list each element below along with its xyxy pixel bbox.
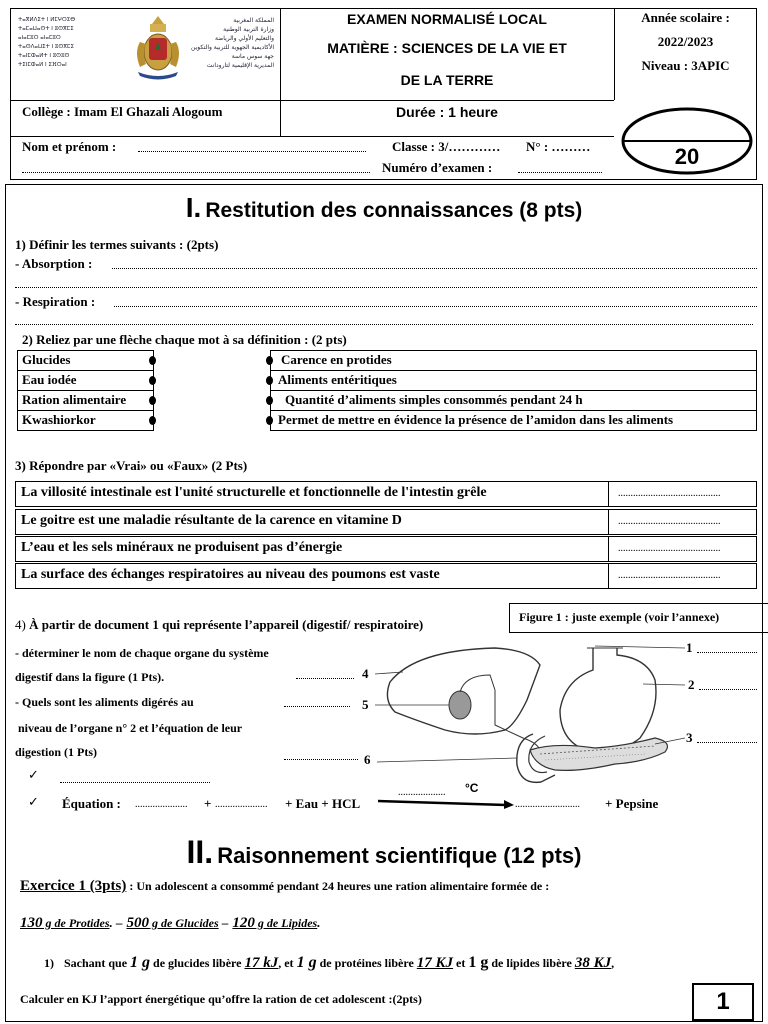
q4-task1-line2: digestif dans la figure (1 Pts).	[15, 670, 165, 684]
figure-number-1: 1	[686, 640, 693, 655]
match-left-4: Kwashiorkor	[17, 410, 154, 431]
respiration-answer-line-2[interactable]	[15, 324, 753, 325]
ministry-logo	[18, 12, 274, 94]
match-right-2: Aliments entéritiques	[270, 370, 757, 391]
q4-task2-line3: digestion (1 Pts)	[15, 745, 97, 759]
true-false-row-3	[15, 536, 757, 562]
statement-3: L’eau et les sels minéraux ne produisent pas d’énergie	[21, 540, 343, 555]
q1-title: 1) Définir les termes suivants : (2pts)	[15, 237, 219, 252]
section-1-heading: Restitution des connaissances (8 pts)	[205, 199, 583, 222]
absorption-answer-line[interactable]	[112, 268, 757, 269]
match-dot-left-4[interactable]	[149, 416, 156, 425]
match-dot-left-1[interactable]	[149, 356, 156, 365]
organ-2-answer[interactable]	[699, 689, 757, 690]
term-respiration: - Respiration :	[15, 294, 96, 309]
section-1-roman: I.	[185, 192, 202, 223]
exercise-1-question-1-ask: Calculer en KJ l’apport énergétique qu’offre la ration de cet adolescent :(2pts)	[20, 992, 422, 1006]
match-dot-right-4[interactable]	[266, 416, 273, 425]
college-name: Collège : Imam El Ghazali Alogoum	[22, 104, 223, 119]
exam-number-label: Numéro d’examen :	[382, 160, 493, 175]
statement-1: La villosité intestinale est l'unité structurelle et fonctionnelle de l'intestin grêle	[21, 485, 487, 500]
temperature-blank[interactable]: ...................	[398, 787, 446, 798]
q2-title: 2) Reliez par une flèche chaque mot à sa définition : (2 pts)	[22, 332, 347, 347]
answer-blank-4[interactable]: .........................................	[618, 570, 721, 581]
score-total: 20	[674, 144, 700, 169]
level: Niveau : 3APIC	[641, 58, 730, 73]
match-left-3: Ration alimentaire	[17, 390, 154, 411]
true-false-row-4	[15, 563, 757, 589]
match-right-3: Quantité d’aliments simples consommés pendant 24 h	[270, 390, 757, 411]
statement-4: La surface des échanges respiratoires au niveau des poumons est vaste	[21, 567, 440, 582]
match-dot-left-2[interactable]	[149, 376, 156, 385]
organ-5-answer[interactable]	[284, 706, 350, 707]
student-name-field-2[interactable]	[22, 172, 370, 173]
page-number: 1	[716, 988, 730, 1015]
match-dot-right-3[interactable]	[266, 396, 273, 405]
check-icon: ✓	[28, 768, 39, 783]
figure-number-3: 3	[686, 730, 693, 745]
exercise-1-label: Exercice 1 (3pts)	[20, 878, 127, 894]
logo-tifinagh-text: ⵜⴰⴳⵍⴷⵉⵜ ⵏ ⵍⵎⵖⵔⵉⴱ ⵜⴰⵎⴰⵡⴰⵙⵜ ⵏ ⵓⵙⴳⵎⵉ ⴰⵏⴰⵎⵓⵔ ⴰⵏⴰⵎⵓⵔ ⵜⴰⵙⴷⴰⵡⵉⵜ ⵏ ⵓⵙⴳⵎⵉ ⵜⴰⵏⵎⵀⴰⵍⵜ ⵏ ⵓⵙⵓⵙ ⵜⵉⵏⵎⵀⴰⵍ ⵏ ⵉⴼⵔⴰⵏ	[18, 17, 76, 68]
figure-number-4: 4	[362, 666, 369, 681]
section-2-heading: Raisonnement scientifique (12 pts)	[217, 843, 582, 868]
organ-6-answer[interactable]	[284, 759, 358, 760]
digestive-system-figure	[355, 630, 705, 790]
temperature-unit: °C	[465, 781, 479, 795]
exam-duration: Durée : 1 heure	[396, 104, 498, 120]
answer-blank-1[interactable]: .........................................	[618, 488, 721, 499]
section-1-title	[0, 192, 768, 224]
match-dot-left-3[interactable]	[149, 396, 156, 405]
figure-number-5: 5	[362, 697, 369, 712]
exercise-1-intro	[20, 877, 549, 895]
organ-4-answer[interactable]	[296, 678, 354, 679]
match-left-1: Glucides	[17, 350, 154, 371]
subject-line-1: MATIÈRE : SCIENCES DE LA VIE ET	[327, 40, 567, 56]
match-right-1: Carence en protides	[270, 350, 757, 371]
section-2-roman: II.	[186, 834, 214, 870]
product-blank[interactable]: ..........................	[515, 799, 580, 810]
equation-blank-1[interactable]: .....................	[135, 799, 188, 810]
exam-title: EXAMEN NORMALISÉ LOCAL	[347, 11, 547, 27]
term-absorption: - Absorption :	[15, 256, 93, 271]
figure-caption: Figure 1 : juste exemple (voir l’annexe)	[519, 610, 720, 624]
section-2-title	[0, 834, 768, 871]
absorption-answer-line-2[interactable]	[15, 287, 757, 288]
equation-label: Équation :	[62, 796, 121, 811]
q4-title: 4) À partir de document 1 qui représente l’appareil (digestif/ respiratoire)	[15, 617, 424, 632]
organ-3-answer[interactable]	[697, 742, 757, 743]
answer-blank-2[interactable]: .........................................	[618, 516, 721, 527]
answer-blank-3[interactable]: .........................................	[618, 543, 721, 554]
figure-number-6: 6	[364, 752, 371, 767]
ration-composition: 130 g de Protides. – 500 g de Glucides – 120 g de Lipides.	[20, 915, 321, 931]
match-left-2: Eau iodée	[17, 370, 154, 391]
match-dot-right-2[interactable]	[266, 376, 273, 385]
class-label[interactable]: Classe : 3/…………	[392, 139, 501, 154]
respiration-answer-line[interactable]	[114, 306, 757, 307]
student-name-label: Nom et prénom :	[22, 139, 117, 154]
organ-1-answer[interactable]	[697, 652, 757, 653]
digested-foods-answer[interactable]	[60, 782, 210, 783]
q4-task2-line2: niveau de l’organe n° 2 et l’équation de leur	[18, 721, 243, 735]
reaction-arrow-icon	[378, 796, 514, 810]
q4-task2-line1: - Quels sont les aliments digérés au	[15, 695, 194, 709]
equation-plus: +	[204, 796, 212, 811]
equation-blank-2[interactable]: .....................	[215, 799, 268, 810]
exam-number-field[interactable]	[518, 172, 602, 173]
school-year-label: Année scolaire :	[641, 10, 730, 25]
true-false-row-2	[15, 509, 757, 535]
match-right-4: Permet de mettre en évidence la présence de l’amidon dans les aliments	[270, 410, 757, 431]
logo-arabic-text: المملكة المغربية وزارة التربية الوطنية والتعليم الأولي والرياضة الأكاديمية الجهوية للتربية والتكوين جهة سوس ماسة المديرية الإقليمية لتارودانت	[191, 17, 274, 69]
school-year-value: 2022/2023	[657, 34, 714, 49]
true-false-row-1	[15, 481, 757, 507]
q4-task1-line1: - déterminer le nom de chaque organe du système	[15, 646, 269, 660]
figure-number-2: 2	[688, 677, 695, 692]
exercise-1-question-1: 1) Sachant que 1 g de glucides libère 17 kJ, et 1 g de protéines libère 17 KJ et 1 g de lipides libère 38 KJ,	[44, 954, 615, 971]
q3-title: 3) Répondre par «Vrai» ou «Faux» (2 Pts)	[15, 458, 248, 473]
equation-pepsin: + Pepsine	[605, 796, 659, 811]
exercise-1-text: : Un adolescent a consommé pendant 24 heures une ration alimentaire formée de :	[126, 879, 550, 893]
subject-line-2: DE LA TERRE	[400, 72, 494, 88]
equation-water-hcl: + Eau + HCL	[285, 796, 361, 811]
student-number-label[interactable]: N° : ………	[526, 139, 591, 154]
match-dot-right-1[interactable]	[266, 356, 273, 365]
student-name-field[interactable]	[138, 151, 366, 152]
check-icon-2: ✓	[28, 795, 39, 810]
statement-2: Le goitre est une maladie résultante de la carence en vitamine D	[21, 513, 402, 528]
